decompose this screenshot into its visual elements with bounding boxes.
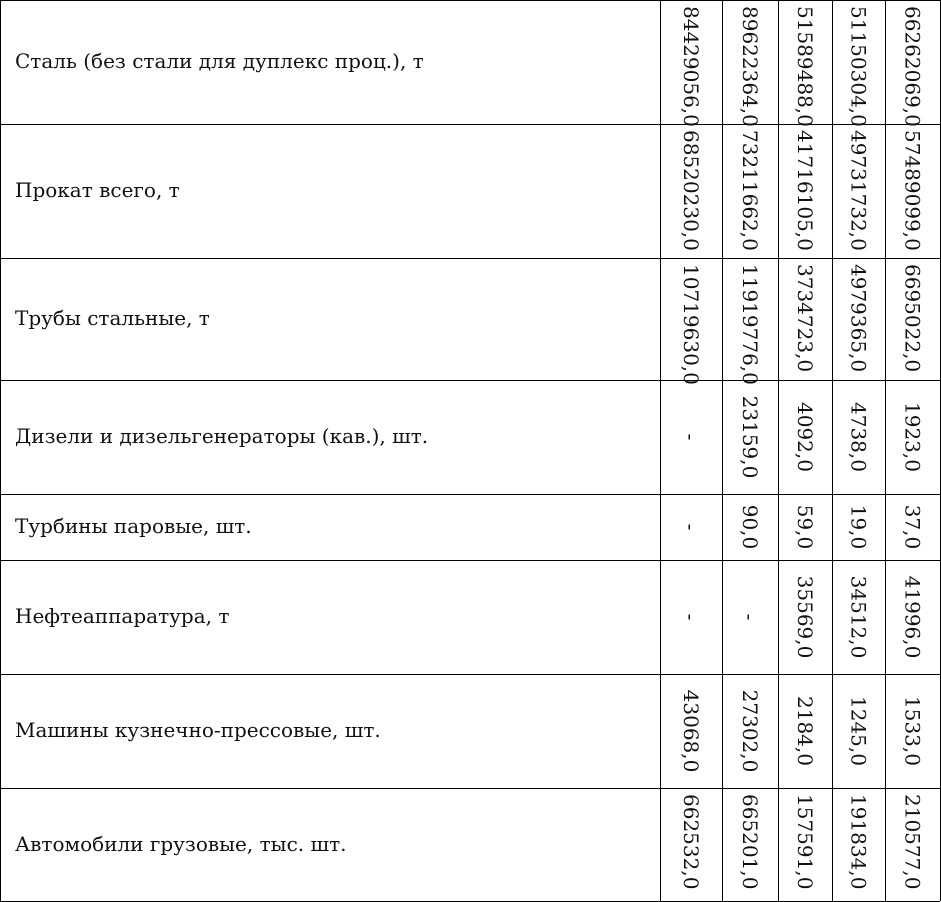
value-cell [832,494,885,560]
value-cell [722,560,778,674]
value-text: 73211662,0 [738,130,762,251]
row-label: Турбины паровые, шт. [15,514,252,538]
value-text: 19,0 [846,504,871,550]
value-cell [660,674,722,788]
row-label: Прокат всего, т [15,178,180,202]
value-cell [832,124,885,258]
value-text: 11919776,0 [738,264,762,385]
value-cell [722,0,778,127]
value-cell [832,0,885,127]
value-cell [660,380,722,494]
value-text: 1245,0 [846,696,871,766]
value-cell [660,0,722,127]
value-text: 49731732,0 [846,130,871,251]
empty-value-dash: - [679,433,703,441]
value-cell [885,494,940,560]
value-cell [778,0,832,127]
value-cell [722,788,778,901]
value-cell [885,258,940,380]
value-text: 84429056,0 [679,6,703,127]
value-text: 10719630,0 [679,264,703,385]
value-cell [885,560,940,674]
value-text: 191834,0 [846,794,871,890]
value-text: 89622364,0 [738,6,762,127]
value-cell [722,494,778,560]
value-text: 41716105,0 [793,130,817,251]
value-cell [722,674,778,788]
row-label: Дизели и дизельгенераторы (кав.), шт. [15,424,429,448]
value-cell [778,258,832,380]
value-cell [722,380,778,494]
value-text: 51150304,0 [846,6,871,127]
value-text: 1533,0 [900,696,925,766]
value-text: 1923,0 [900,402,925,472]
value-text: 210577,0 [900,794,925,890]
value-text: 41996,0 [900,575,925,659]
value-text: 43068,0 [679,689,703,773]
value-cell [722,258,778,385]
value-text: 51589488,0 [793,6,817,127]
value-text: 4738,0 [846,402,871,472]
value-text: 157591,0 [793,794,817,890]
value-cell [885,0,940,127]
value-cell [885,788,940,901]
value-cell [778,674,832,788]
value-cell [660,560,722,674]
value-cell [778,494,832,560]
value-cell [778,788,832,901]
value-cell [885,674,940,788]
empty-value-dash: - [738,613,762,621]
value-cell [832,674,885,788]
value-text: 4092,0 [793,402,817,472]
value-cell [660,124,722,258]
value-text: 34512,0 [846,575,871,659]
value-cell [660,494,722,560]
empty-value-dash: - [679,523,703,531]
value-cell [660,258,722,385]
value-text: 57489099,0 [900,130,925,251]
value-text: 4979365,0 [846,264,871,373]
row-label: Сталь (без стали для дуплекс проц.), т [15,49,424,73]
value-cell [885,380,940,494]
value-text: 23159,0 [738,395,762,479]
row-label: Машины кузнечно-прессовые, шт. [15,718,381,742]
value-cell [778,124,832,258]
value-cell [778,560,832,674]
value-text: 66262069,0 [900,6,925,127]
value-text: 3734723,0 [793,264,817,373]
value-cell [660,788,722,901]
empty-value-dash: - [679,613,703,621]
value-text: 35569,0 [793,575,817,659]
value-text: 37,0 [900,504,925,550]
value-text: 665201,0 [738,794,762,890]
column-divider [0,0,1,901]
value-text: 2184,0 [793,696,817,766]
value-text: 68520230,0 [679,130,703,251]
value-text: 27302,0 [738,689,762,773]
row-label: Трубы стальные, т [15,306,210,330]
value-cell [778,380,832,494]
value-cell [832,788,885,901]
value-cell [885,124,940,258]
value-text: 59,0 [793,504,817,550]
value-cell [832,258,885,380]
row-label: Автомобили грузовые, тыс. шт. [15,831,347,856]
value-cell [832,560,885,674]
value-text: 90,0 [738,504,762,550]
row-label: Нефтеаппаратура, т [15,604,230,628]
value-text: 6695022,0 [900,264,925,373]
value-cell [832,380,885,494]
value-cell [722,124,778,258]
value-text: 662532,0 [679,794,703,890]
